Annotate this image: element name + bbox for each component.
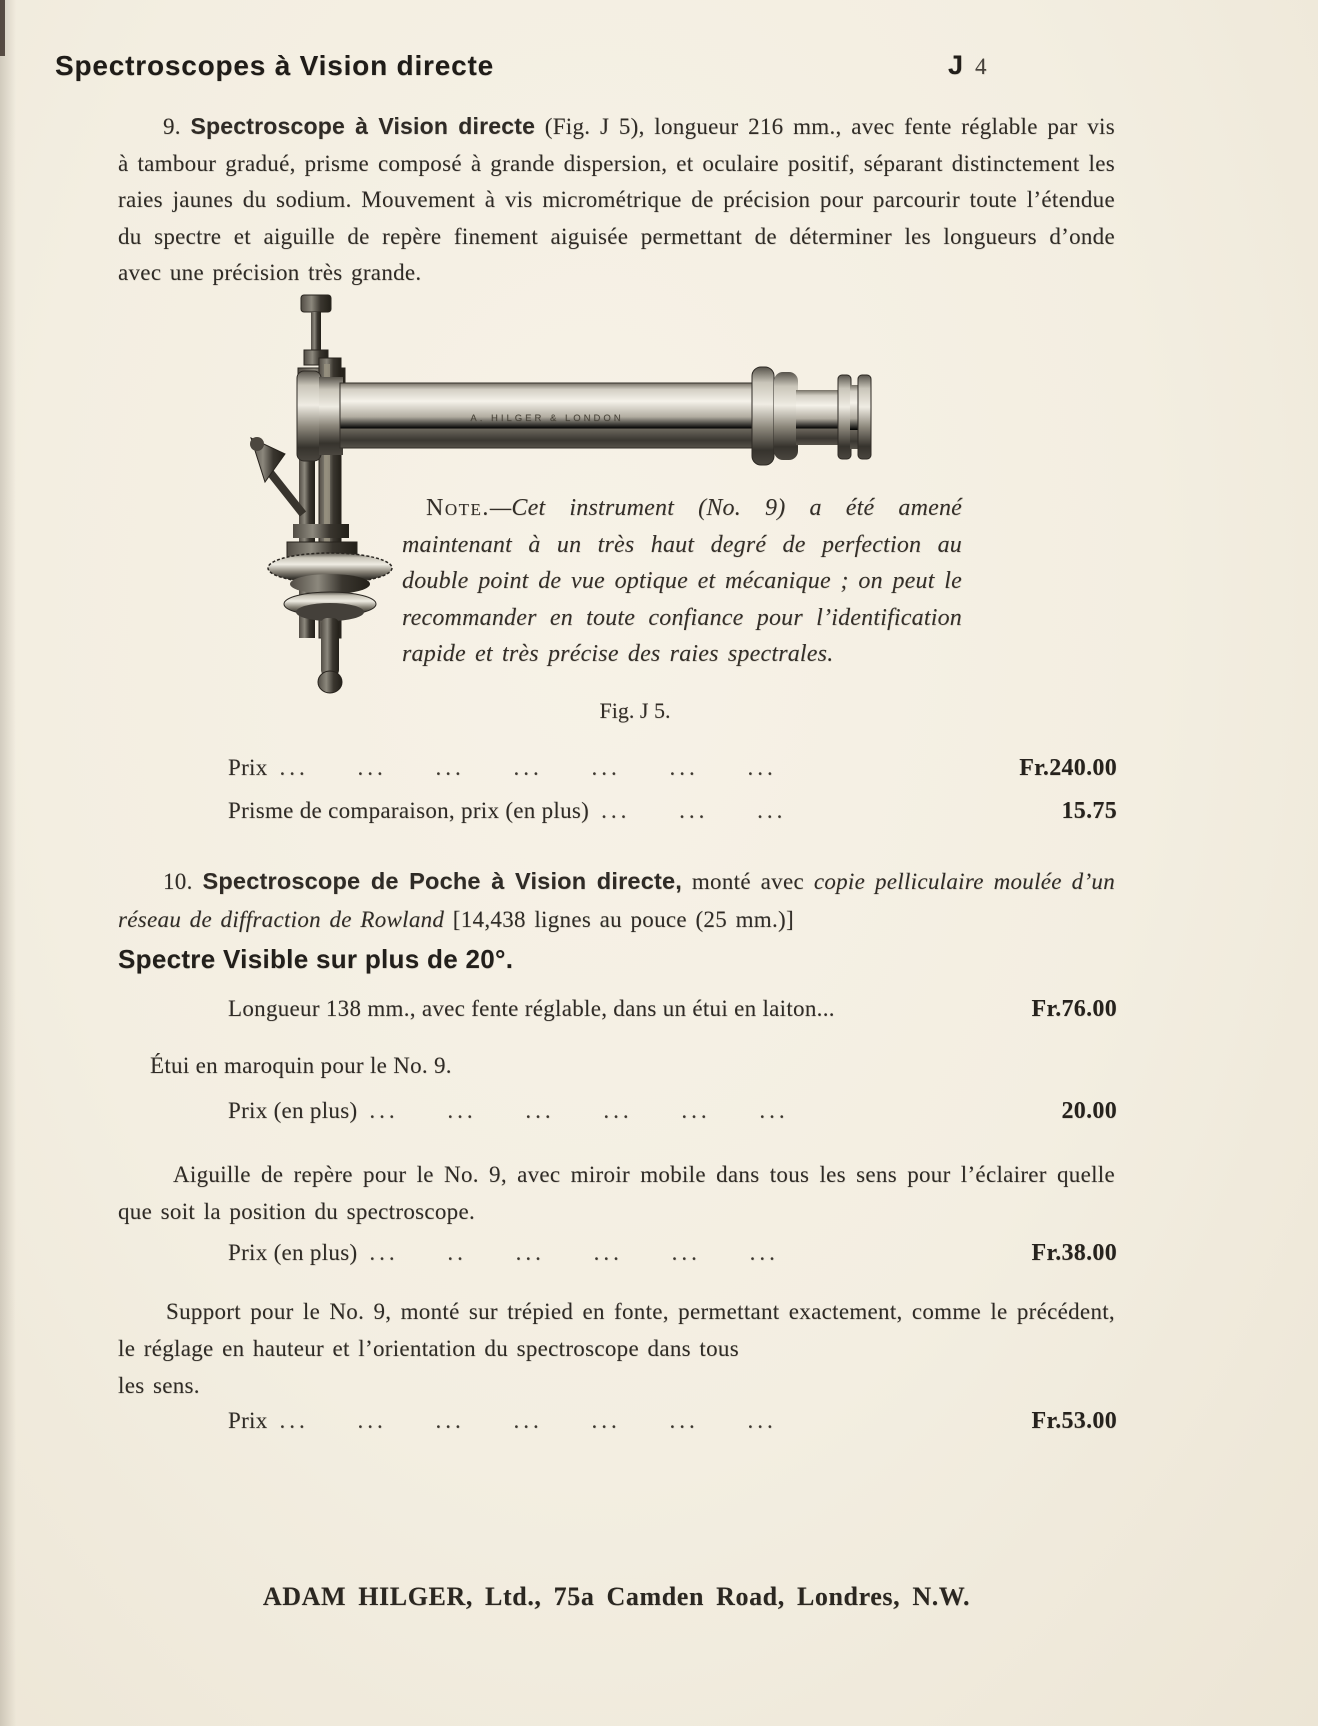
slit-assembly-stand [250,295,392,693]
aiguille-paragraph: Aiguille de repère pour le No. 9, avec miroir mobile dans tous les sens pour l’éclairer quelle que soit la position du spectroscope. [118,1162,1115,1224]
note-label: Note. [426,495,490,521]
price-row-longueur [228,996,1117,1023]
price-label: Prix ... ... ... ... ... ... ... [228,755,777,780]
price-value: Fr.53.00 [1031,1408,1117,1434]
item9-number: 9. [163,114,191,139]
item10-italic: copie pelliculaire moulée d’un réseau de diffraction de Rowland [118,869,1115,932]
support-text-line2: les sens. [118,1373,200,1398]
spectroscope-tube [297,367,871,465]
eyepiece [752,367,871,465]
item10-title: Spectroscope de Poche à Vision directe, [202,868,682,894]
price-label: Prix (en plus) ... ... ... ... ... ... [228,1098,789,1123]
dot-leaders: ... ... ... [601,798,787,823]
price-row-support [228,1408,1117,1435]
item10-tail: [14,438 lignes au pouce (25 mm.)] [444,907,794,932]
price-value: 15.75 [1061,798,1117,824]
price-row-etui [228,1098,1117,1125]
dot-leaders: ... .. ... ... ... ... [369,1240,779,1265]
price-value: 20.00 [1061,1098,1117,1124]
price-row-prisme [228,798,1117,825]
publisher-footer: ADAM HILGER, Ltd., 75a Camden Road, Londres, N.W. [262,1582,971,1611]
scan-artifact [0,0,5,56]
etui-heading: Étui en maroquin pour le No. 9. [150,1053,452,1078]
dot-leaders: ... ... ... ... ... ... [369,1098,789,1123]
price-value: Fr.240.00 [1019,755,1117,781]
figure-caption: Fig. J 5. [599,698,671,723]
support-text-line1: Support pour le No. 9, monté sur trépied en fonte, permettant exactement, comme le précédent, le réglage en hauteur et l’orientation du spectroscope dans tous [118,1299,1115,1361]
section-letter: J [948,50,964,80]
price-label: Prisme de comparaison, prix (en plus) ... ... ... [228,798,787,823]
price-label: Prix ... ... ... ... ... ... ... [228,1408,777,1433]
item9-paragraph [118,108,1115,292]
price-label: Prix (en plus) ... .. ... ... ... ... [228,1240,779,1265]
item9-title: Spectroscope à Vision directe [190,113,536,139]
item10-number: 10. [163,869,203,894]
page-number: 4 [975,54,987,79]
dot-leaders: ... ... ... ... ... ... ... [279,755,777,780]
item9-description: (Fig. J 5), longueur 216 mm., avec fente réglable par vis à tambour gradué, prisme composé à grande dispersion, et oculaire positif, séparant distinctement les raies jaunes du sodium. Mouvement à vis micrométrique de précision pour parcourir toute l’étendue du spectre et aiguille de repère finement aiguisée permettant de déterminer les longueurs d’onde avec une précision très grande. [118,114,1115,286]
tube-engraving: A. HILGER & LONDON [470,413,624,424]
support-paragraph [118,1293,1115,1404]
page-reference [948,50,987,81]
price-value: Fr.38.00 [1031,1240,1117,1266]
item10-mid: monté avec [682,869,814,894]
price-value: Fr.76.00 [1031,996,1117,1022]
item10-bold-line: Spectre Visible sur plus de 20°. [118,944,514,974]
item10-paragraph [118,862,1115,939]
note-text: —Cet instrument (No. 9) a été amené maintenant à un très haut degré de perfection au double point de vue optique et mécanique ; on peut le recommander en toute confiance pour l’identification rapide et très précise des raies spectrales. [402,495,962,667]
price-row-aiguille [228,1240,1117,1267]
page-edge-shadow [0,0,16,1726]
page-title: Spectroscopes à Vision directe [55,50,494,81]
price-row-item9 [228,755,1117,782]
figure-note [402,490,962,673]
item10-section [118,862,1115,979]
price-label: Longueur 138 mm., avec fente réglable, dans un étui en laiton... [228,996,835,1021]
dot-leaders: ... ... ... ... ... ... ... [279,1408,777,1433]
